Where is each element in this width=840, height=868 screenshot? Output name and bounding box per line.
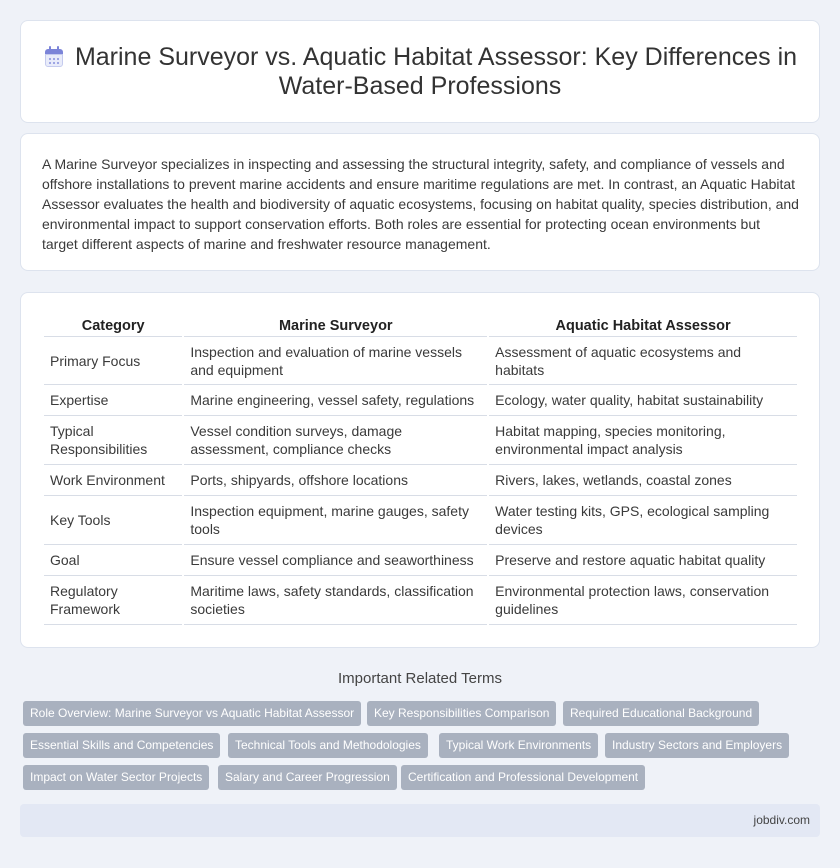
tag-role-overview[interactable]: Role Overview: Marine Surveyor vs Aquatic Habitat Assessor	[23, 701, 361, 726]
tag-educational-background[interactable]: Required Educational Background	[563, 701, 759, 726]
row-category: Expertise	[44, 385, 182, 416]
row-aquatic-habitat-assessor: Environmental protection laws, conservation guidelines	[489, 576, 797, 625]
title-card	[20, 20, 820, 123]
row-aquatic-habitat-assessor: Preserve and restore aquatic habitat quality	[489, 545, 797, 576]
row-category: Work Environment	[44, 465, 182, 496]
tag-impact-projects[interactable]: Impact on Water Sector Projects	[23, 765, 209, 790]
tag-key-responsibilities[interactable]: Key Responsibilities Comparison	[367, 701, 556, 726]
intro-card	[20, 133, 820, 271]
row-marine-surveyor: Vessel condition surveys, damage assessment, compliance checks	[184, 416, 487, 465]
row-category: Typical Responsibilities	[44, 416, 182, 465]
table-row	[44, 465, 797, 496]
row-aquatic-habitat-assessor: Rivers, lakes, wetlands, coastal zones	[489, 465, 797, 496]
row-category: Regulatory Framework	[44, 576, 182, 625]
row-category: Primary Focus	[44, 337, 182, 385]
table-row	[44, 385, 797, 416]
row-aquatic-habitat-assessor: Assessment of aquatic ecosystems and habitats	[489, 337, 797, 385]
related-terms-title: Important Related Terms	[338, 670, 502, 687]
header-aquatic-habitat-assessor: Aquatic Habitat Assessor	[489, 315, 797, 337]
row-aquatic-habitat-assessor: Water testing kits, GPS, ecological sampling devices	[489, 496, 797, 545]
tag-tools-methodologies[interactable]: Technical Tools and Methodologies	[228, 733, 428, 758]
header-category: Category	[44, 315, 182, 337]
row-marine-surveyor: Maritime laws, safety standards, classification societies	[184, 576, 487, 625]
row-marine-surveyor: Ports, shipyards, offshore locations	[184, 465, 487, 496]
tag-work-environments[interactable]: Typical Work Environments	[439, 733, 598, 758]
row-category: Goal	[44, 545, 182, 576]
table-row	[44, 576, 797, 625]
table-row	[44, 337, 797, 385]
header-marine-surveyor: Marine Surveyor	[184, 315, 487, 337]
tag-salary-career[interactable]: Salary and Career Progression	[218, 765, 397, 790]
table-row	[44, 545, 797, 576]
row-marine-surveyor: Inspection equipment, marine gauges, safety tools	[184, 496, 487, 545]
tag-certification[interactable]: Certification and Professional Development	[401, 765, 645, 790]
row-marine-surveyor: Ensure vessel compliance and seaworthiness	[184, 545, 487, 576]
row-marine-surveyor: Inspection and evaluation of marine vessels and equipment	[184, 337, 487, 385]
row-marine-surveyor: Marine engineering, vessel safety, regulations	[184, 385, 487, 416]
footer-site-link[interactable]: jobdiv.com	[753, 813, 810, 827]
footer	[20, 804, 820, 837]
table-header-row	[44, 315, 797, 337]
calendar-icon	[43, 46, 65, 68]
row-aquatic-habitat-assessor: Ecology, water quality, habitat sustainability	[489, 385, 797, 416]
tag-skills-competencies[interactable]: Essential Skills and Competencies	[23, 733, 220, 758]
intro-paragraph: A Marine Surveyor specializes in inspecting and assessing the structural integrity, safety, and compliance of vessels and offshore installations to prevent marine accidents and ensure maritime regulations are met. In contrast, an Aquatic Habitat Assessor evaluates the health and biodiversity of aquatic ecosystems, focusing on habitat quality, species distribution, and environmental impact to support conservation efforts. Both roles are essential for protecting ocean environments but target different aspects of marine and freshwater resource management.	[42, 156, 799, 252]
page-title-row	[21, 43, 819, 101]
page-title: Marine Surveyor vs. Aquatic Habitat Assessor: Key Differences in Water-Based Professions	[74, 43, 798, 100]
tag-industry-sectors[interactable]: Industry Sectors and Employers	[605, 733, 789, 758]
table-row	[44, 496, 797, 545]
comparison-card	[20, 292, 820, 648]
row-aquatic-habitat-assessor: Habitat mapping, species monitoring, environmental impact analysis	[489, 416, 797, 465]
table-row	[44, 416, 797, 465]
comparison-table	[42, 315, 799, 625]
row-category: Key Tools	[44, 496, 182, 545]
